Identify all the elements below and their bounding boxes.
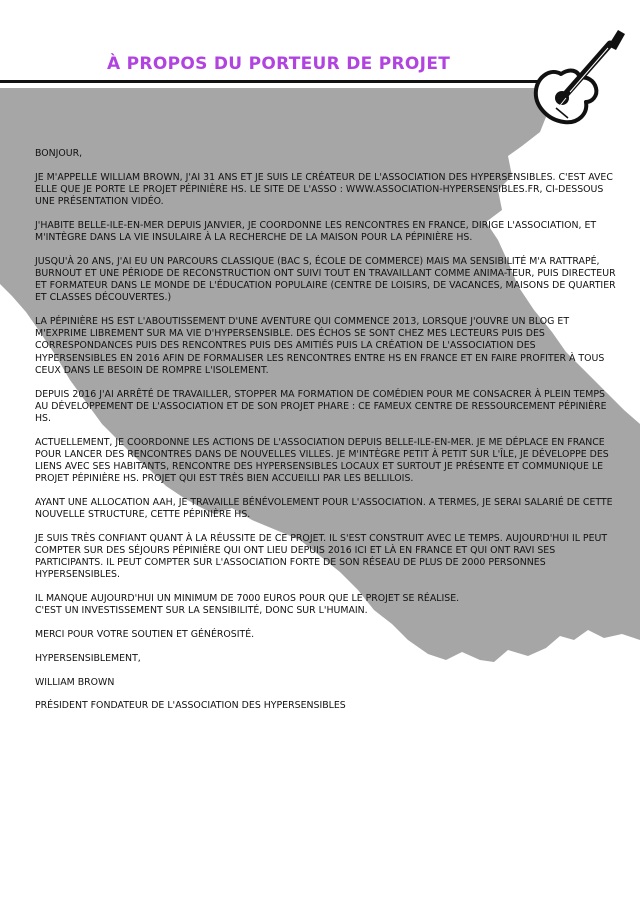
paragraph: AYANT UNE ALLOCATION AAH, JE TRAVAILLE BÉNÉVOLEMENT POUR L'ASSOCIATION. A TERMES, JE SERAI SALARIÉ DE CETTE NOUVELLE STRUCTURE, CETTE PÉPINIÈRE HS. [35, 496, 613, 521]
funding-paragraph [35, 593, 617, 617]
funding-line: IL MANQUE AUJOURD'HUI UN MINIMUM DE 7000 EUROS POUR QUE LE PROJET SE RÉALISE. [35, 593, 460, 605]
greeting: BONJOUR, [35, 148, 83, 159]
paragraph: LA PÉPINIÈRE HS EST L'ABOUTISSEMENT D'UNE AVENTURE QUI COMMENCE 2013, LORSQUE J'OUVRE UN BLOG ET M'EXPRIME LIBREMENT SUR MA VIE D'HYPERSENSIBLE. DES ÉCHOS SE SONT CHEZ MES LECTEURS PUIS DES CORRESPONDANCES PUIS DES RENCONTRES PUIS DES AMITIÉS PUIS LA CRÉATION DE L'ASSOCIATION DES HYPERSENSIBLES EN 2016 AFIN DE FORMALISER LES RENCONTRES ENTRE HS EN FRANCE ET EN FAIRE PROFITER À TOUS CEUX DANS LE BESOIN DE ROMPRE L'ISOLEMENT. [35, 316, 605, 376]
title-underline [0, 80, 540, 83]
funding-line: C'EST UN INVESTISSEMENT SUR LA SENSIBILITÉ, DONC SUR L'HUMAIN. [35, 605, 368, 617]
guitar-icon [528, 18, 628, 130]
thanks-line: MERCI POUR VOTRE SOUTIEN ET GÉNÉROSITÉ. [35, 629, 255, 641]
paragraph: JE SUIS TRÈS CONFIANT QUANT À LA RÉUSSITE DE CE PROJET. IL S'EST CONSTRUIT AVEC LE TEMPS. AUJOURD'HUI IL PEUT COMPTER SUR DES SÉJOURS PÉPINIÈRE QUI ONT LIEU DEPUIS 2016 ICI ET LÀ EN FRANCE ET QUI ONT RAVI SES PARTICIPANTS. IL PEUT COMPTER SUR L'ASSOCIATION FORTE DE SON RÉSEAU DE PLUS DE 2000 PERSONNES HYPERSENSIBLES. [35, 532, 608, 581]
signature-title: PRÉSIDENT FONDATEUR DE L'ASSOCIATION DES HYPERSENSIBLES [35, 700, 346, 712]
closing-line: HYPERSENSIBLEMENT, [35, 652, 141, 664]
paragraph: J'HABITE BELLE-ILE-EN-MER DEPUIS JANVIER, JE COORDONNE LES RENCONTRES EN FRANCE, DIRIGE L'ASSOCIATION, ET M'INTÈGRE DANS LA VIE INSULAIRE À LA RECHERCHE DE LA MAISON POUR LA PÉPINIÈRE HS. [35, 219, 597, 244]
page-title: À PROPOS DU PORTEUR DE PROJET [107, 54, 451, 74]
paragraph: JUSQU'À 20 ANS, J'AI EU UN PARCOURS CLASSIQUE (BAC S, ÉCOLE DE COMMERCE) MAIS MA SENSIBILITÉ M'A RATTRAPÉ, BURNOUT ET UNE PÉRIODE DE RECONSTRUCTION ONT SUIVI TOUT EN TRAVAILLANT COMME ANIMA-TEUR, PUIS DIRECTEUR ET FORMATEUR DANS LE MONDE DE L'ÉDUCATION POPULAIRE (CENTRE DE LOISIRS, DE VACANCES, MAISONS DE QUARTIER ET CLASSES DÉCOUVERTES.) [35, 255, 616, 304]
paragraph: ACTUELLEMENT, JE COORDONNE LES ACTIONS DE L'ASSOCIATION DEPUIS BELLE-ILE-EN-MER. JE ME DÉPLACE EN FRANCE POUR LANCER DES RENCONTRES DANS DE NOUVELLES VILLES. JE M'INTÈGRE PETIT À PETIT SUR L'ÎLE, JE DÉVELOPPE DES LIENS AVEC SES HABITANTS, RENCONTRE DES HYPERSENSIBLES LOCAUX ET SURTOUT JE PRÉSENTE ET COMMUNIQUE LE PROJET PÉPINIÈRE HS. PROJET QUI EST TRÈS BIEN ACCUEILLI PAR LES BELLILOIS. [35, 436, 609, 485]
signature-name: WILLIAM BROWN [35, 676, 115, 688]
paragraph: JE M'APPELLE WILLIAM BROWN, J'AI 31 ANS ET JE SUIS LE CRÉATEUR DE L'ASSOCIATION DES HYPERSENSIBLES. C'EST AVEC ELLE QUE JE PORTE LE PROJET PÉPINIÈRE HS. LE SITE DE L'ASSO : WWW.ASSOCIATION-HYPERSENSIBLES.FR, CI-DESSOUS UNE PRÉSENTATION VIDÉO. [35, 171, 613, 208]
paragraph: DEPUIS 2016 J'AI ARRÊTÉ DE TRAVAILLER, STOPPER MA FORMATION DE COMÉDIEN POUR ME CONSACRER À PLEIN TEMPS AU DÉVELOPPEMENT DE L'ASSOCIATION ET DE SON PROJET PHARE : CE FAMEUX CENTRE DE RESSOURCEMENT PÉPINIÈRE HS. [35, 388, 607, 424]
letter-body [35, 148, 617, 724]
